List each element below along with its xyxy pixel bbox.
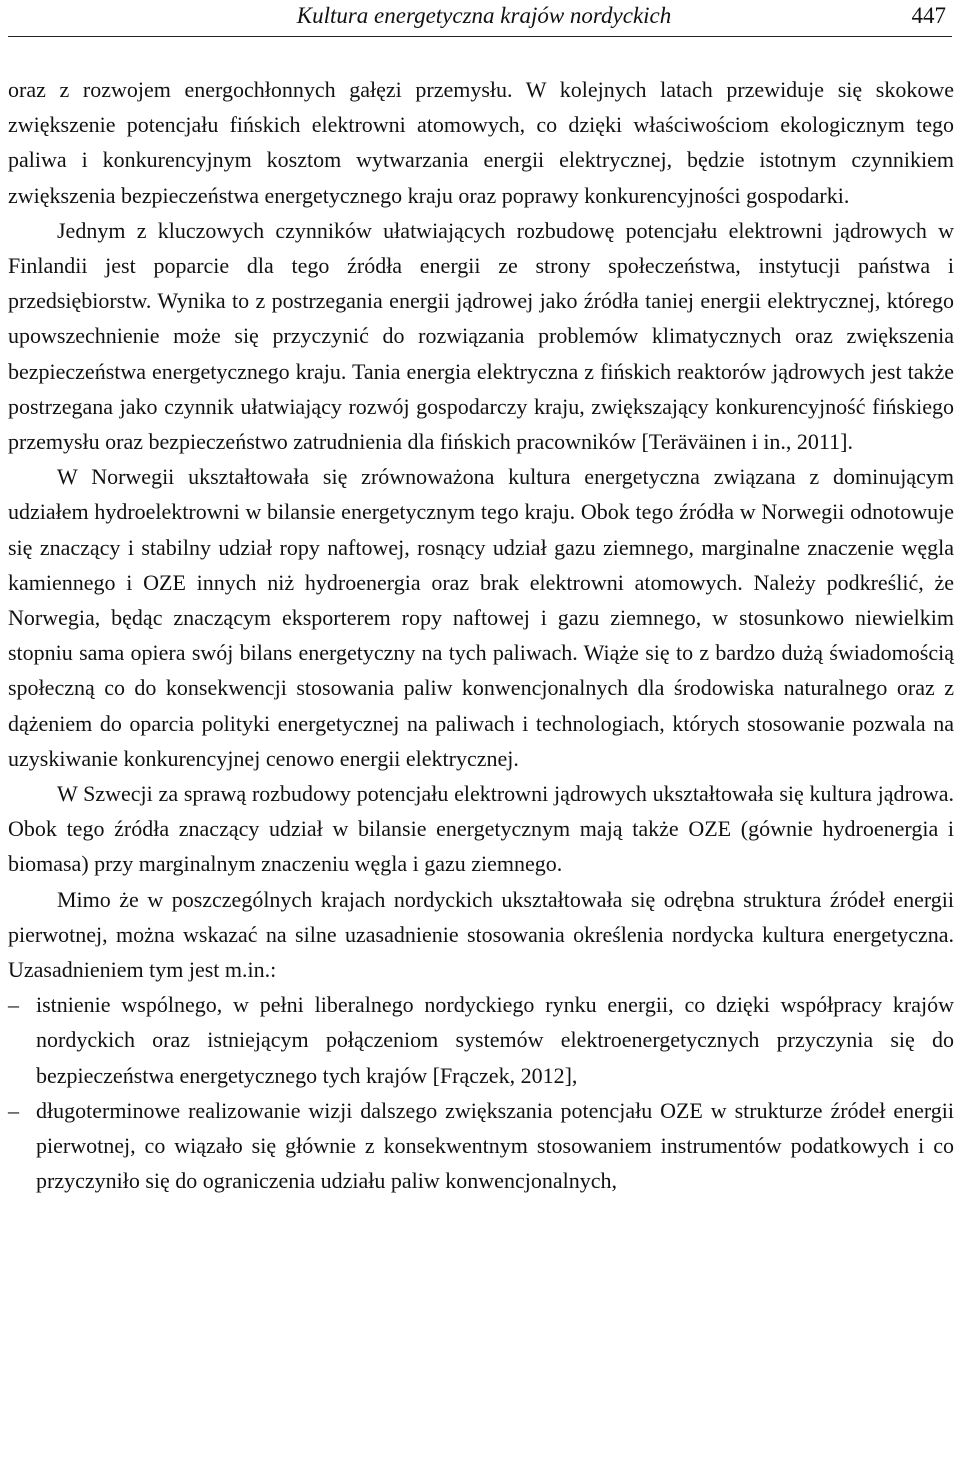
bullet-dash: – <box>8 1097 19 1123</box>
paragraph-continuation: oraz z rozwojem energochłonnych gałęzi przemysłu. W kolejnych latach przewiduje się skokowe zwiększenie potencjału fińskich elektrowni atomowych, co dzięki właściwościom ekologicznym tego paliwa i konkurencyjnym kosztom wytwarzania energii elektrycznej, będzie istotnym czynnikiem zwiększenia bezpieczeństwa energetycznego kraju oraz poprawy konkurencyjności gospodarki. <box>8 77 954 208</box>
paragraph-norway: W Norwegii ukształtowała się zrównoważona kultura energetyczna związana z dominującym udziałem hydroelektrowni w bilansie energetycznym tego kraju. Obok tego źródła w Norwegii odnotowuje się znaczący i stabilny udział ropy naftowej, rosnący udział gazu ziemnego, marginalne znaczenie węgla kamiennego i OZE innych niż hydroenergia oraz brak elektrowni atomowych. Należy podkreślić, że Norwegia, będąc znaczącym eksporterem ropy naftowej i gazu ziemnego, w stosunkowo niewielkim stopniu sama opiera swój bilans energetyczny na tych paliwach. Wiąże się to z bardzo dużą świadomością społeczną co do konsekwencji stosowania paliw konwencjonalnych dla środowiska naturalnego oraz z dążeniem do oparcia polityki energetycznej na paliwach i technologiach, których stosowanie pozwala na uzyskiwanie konkurencyjnej cenowo energii elektrycznej. <box>8 464 954 771</box>
bullet-dash: – <box>8 992 19 1018</box>
list-item-text: istnienie wspólnego, w pełni liberalnego nordyckiego rynku energii, co dzięki współpracy krajów nordyckich oraz istniejącym połączeniom systemów elektroenergetycznych przyczynia się do bezpieczeństwa energetycznego tych krajów [Frączek, 2012], <box>36 992 954 1088</box>
bullet-list <box>8 987 954 1198</box>
list-item <box>8 987 954 1093</box>
running-title: Kultura energetyczna krajów nordyckich <box>296 3 672 28</box>
body-text <box>8 72 954 1199</box>
paragraph-finland-support: Jednym z kluczowych czynników ułatwiających rozbudowę potencjału elektrowni jądrowych w Finlandii jest poparcie dla tego źródła energii ze strony społeczeństwa, instytucji państwa i przedsiębiorstw. Wynika to z postrzegania energii jądrowej jako źródła taniej energii elektrycznej, którego upowszechnienie może się przyczynić do rozwiązania problemów klimatycznych oraz zwiększenia bezpieczeństwa energetycznego kraju. Tania energia elektryczna z fińskich reaktorów jądrowych jest także postrzegana jako czynnik ułatwiający rozwój gospodarczy kraju, zwiększający konkurencyjność fińskiego przemysłu oraz bezpieczeństwo zatrudnienia dla fińskich pracowników [Teräväinen i in., 2011]. <box>8 217 954 455</box>
paragraph-sweden: W Szwecji za sprawą rozbudowy potencjału elektrowni jądrowych ukształtowała się kultura jądrowa. Obok tego źródła znaczący udział w bilansie energetycznym mają także OZE (gównie hydroenergia i biomasa) przy marginalnym znaczeniu węgla i gazu ziemnego. <box>8 781 954 877</box>
paragraph-nordic-culture: Mimo że w poszczególnych krajach nordyckich ukształtowała się odrębna struktura źródeł energii pierwotnej, można wskazać na silne uzasadnienie stosowania określenia nordycka kultura energetyczna. Uzasadnieniem tym jest m.in.: <box>8 886 954 983</box>
list-item <box>8 1093 954 1199</box>
page-number: 447 <box>911 3 946 28</box>
running-header <box>8 0 952 37</box>
list-item-text: długoterminowe realizowanie wizji dalszego zwiększania potencjału OZE w strukturze źródeł energii pierwotnej, co wiązało się głównie z konsekwentnym stosowaniem instrumentów podatkowych i co przyczyniło się do ograniczenia udziału paliw konwencjonalnych, <box>36 1097 954 1194</box>
